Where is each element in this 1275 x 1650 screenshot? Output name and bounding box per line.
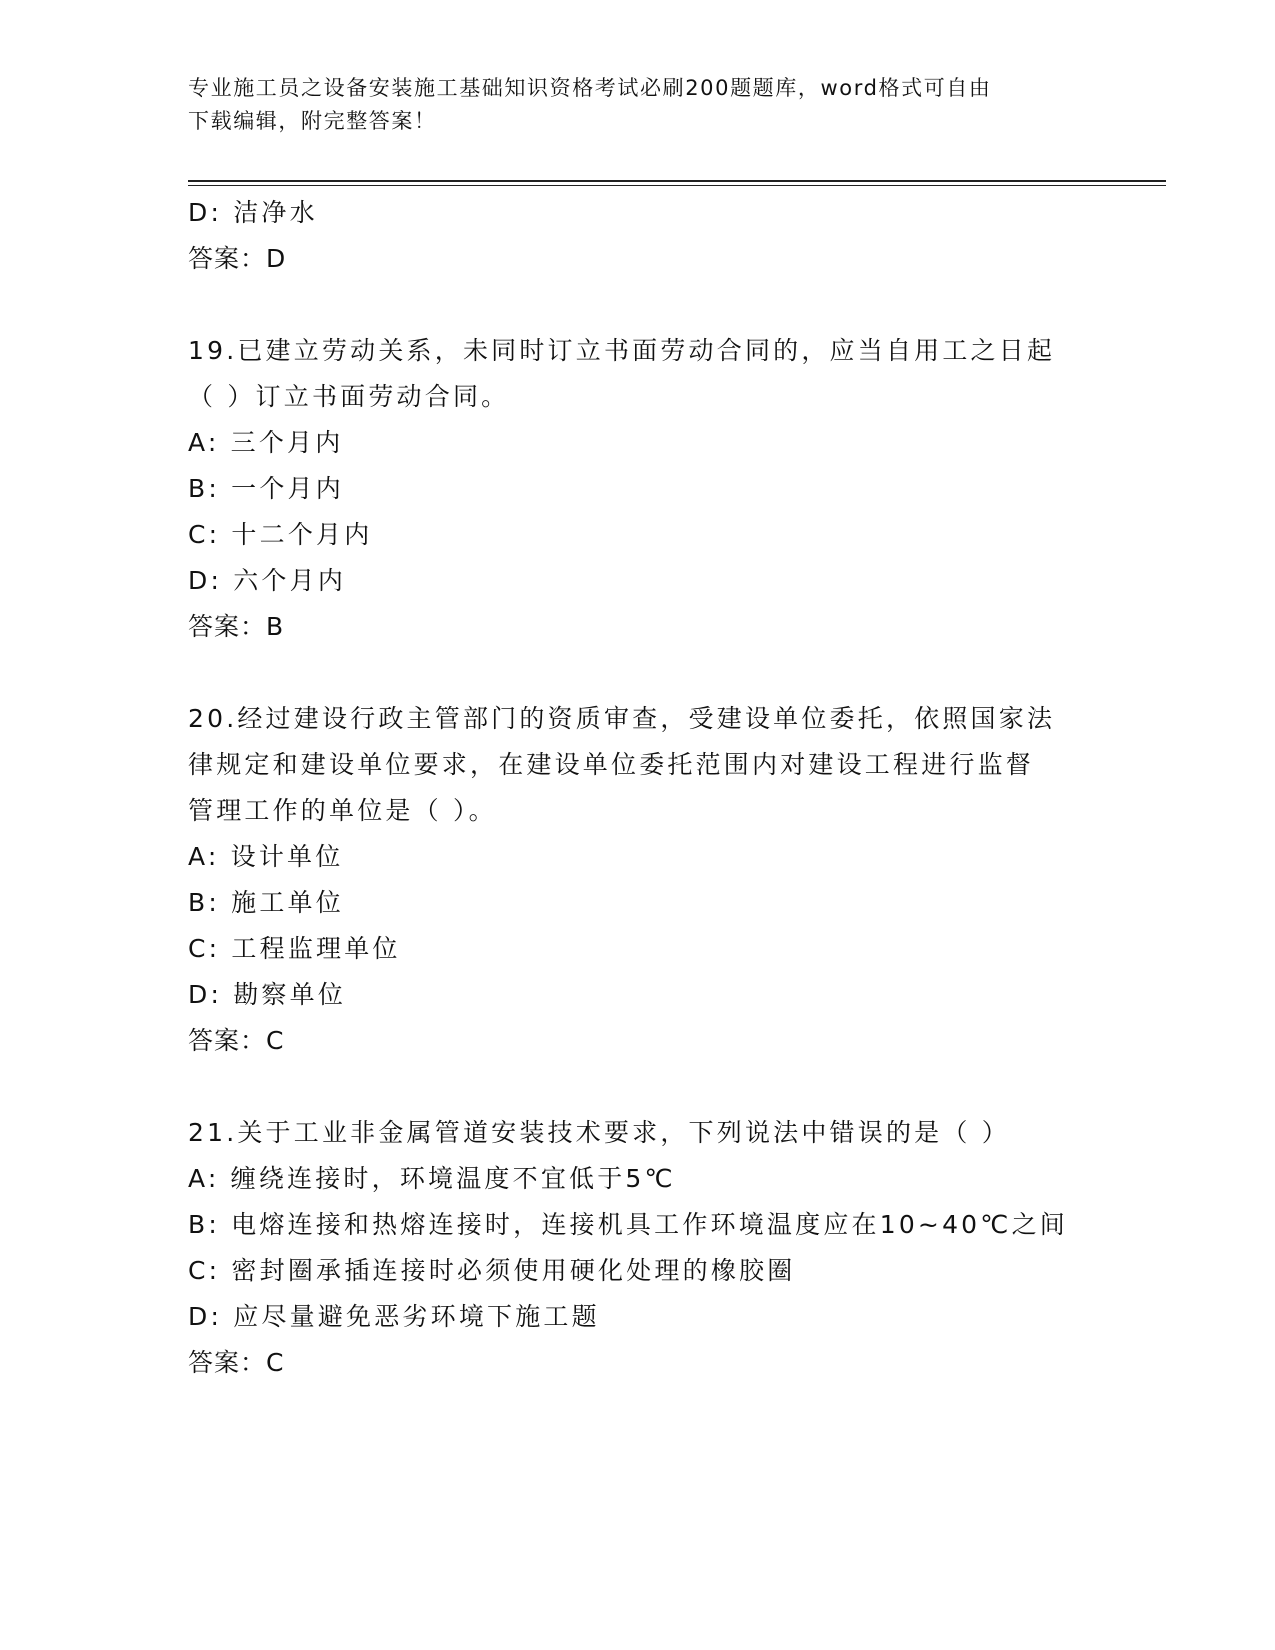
- question-19: [188, 328, 1088, 650]
- question-20-option-b: B: 施工单位: [188, 888, 344, 917]
- header-divider-thick: [188, 180, 1166, 182]
- spacer: [188, 1064, 1088, 1110]
- question-19-option-c: C: 十二个月内: [188, 520, 373, 549]
- spacer: [188, 650, 1088, 696]
- header-line-2: 下载编辑，附完整答案！: [188, 109, 437, 133]
- question-19-line-2: （ ）订立书面劳动合同。: [188, 382, 510, 411]
- question-19-option-b: B: 一个月内: [188, 474, 344, 503]
- question-21-option-b: B: 电熔连接和热熔连接时，连接机具工作环境温度应在10~40℃之间: [188, 1210, 1068, 1239]
- question-19-option-a: A: 三个月内: [188, 428, 344, 457]
- question-21-option-d: D: 应尽量避免恶劣环境下施工题: [188, 1302, 600, 1331]
- question-content: [188, 190, 1088, 1386]
- question-20: [188, 696, 1088, 1064]
- question-21-option-c: C: 密封圈承插连接时必须使用硬化处理的橡胶圈: [188, 1256, 796, 1285]
- header-line-1: 专业施工员之设备安装施工基础知识资格考试必刷200题题库，word格式可自由: [188, 76, 992, 100]
- question-20-line-2: 律规定和建设单位要求，在建设单位委托范围内对建设工程进行监督: [188, 750, 1035, 779]
- prev-answer: 答案：D: [188, 244, 287, 273]
- question-20-line-3: 管理工作的单位是（ ）。: [188, 796, 497, 825]
- spacer: [188, 282, 1088, 328]
- question-19-option-d: D: 六个月内: [188, 566, 347, 595]
- question-19-answer: 答案：B: [188, 612, 285, 641]
- question-20-option-a: A: 设计单位: [188, 842, 344, 871]
- question-20-answer: 答案：C: [188, 1026, 285, 1055]
- question-21-option-a: A: 缠绕连接时，环境温度不宜低于5℃: [188, 1164, 676, 1193]
- question-19-line-1: 19.已建立劳动关系，未同时订立书面劳动合同的，应当自用工之日起: [188, 336, 1056, 365]
- question-21: [188, 1110, 1088, 1386]
- question-20-option-c: C: 工程监理单位: [188, 934, 401, 963]
- page-header: [188, 72, 1088, 138]
- header-divider-thin: [188, 185, 1166, 186]
- question-20-option-d: D: 勘察单位: [188, 980, 347, 1009]
- question-21-answer: 答案：C: [188, 1348, 285, 1377]
- prev-option-d: D: 洁净水: [188, 198, 318, 227]
- question-20-line-1: 20.经过建设行政主管部门的资质审查，受建设单位委托，依照国家法: [188, 704, 1056, 733]
- question-21-line-1: 21.关于工业非金属管道安装技术要求，下列说法中错误的是（ ）: [188, 1118, 1010, 1147]
